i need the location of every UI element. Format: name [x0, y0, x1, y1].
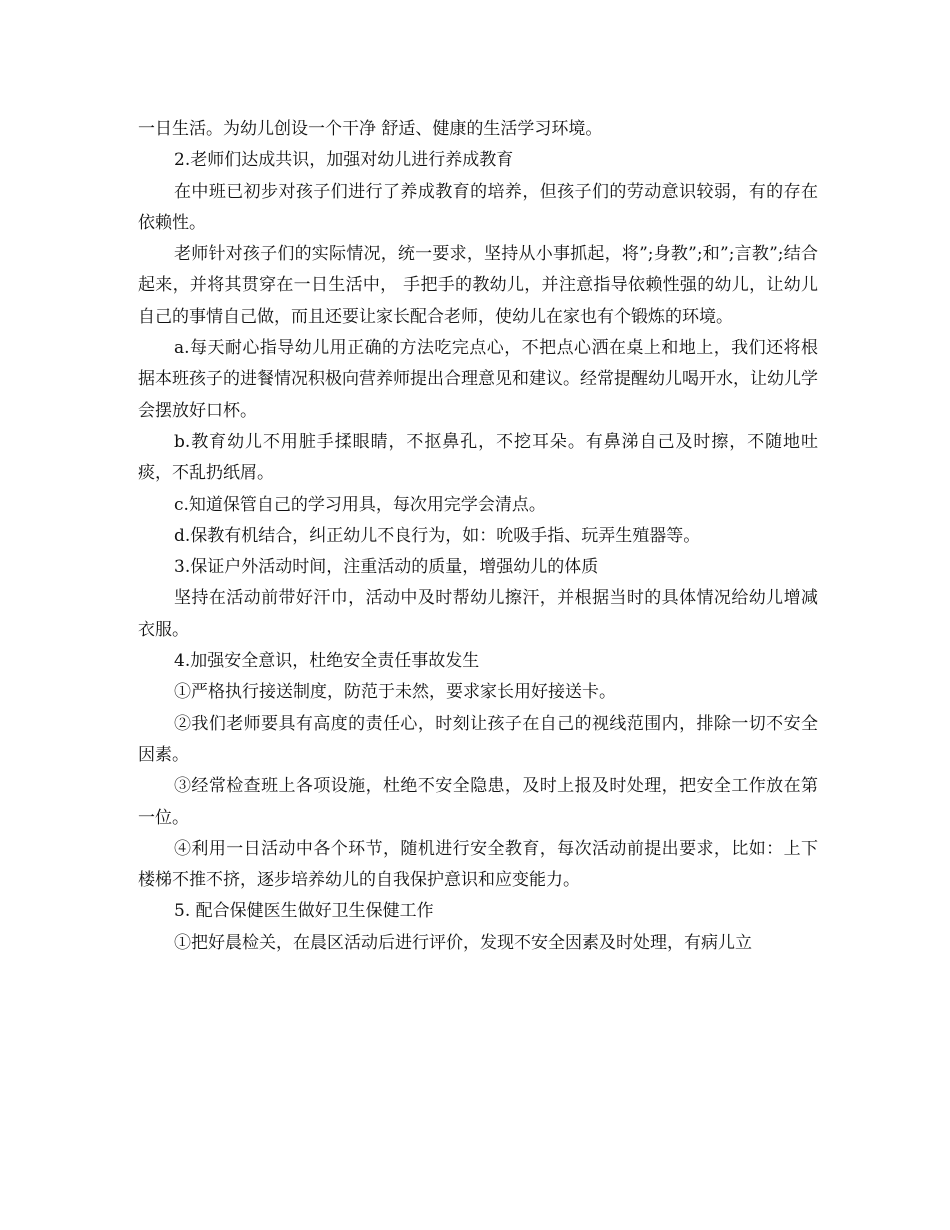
- list-item: ②我们老师要具有高度的责任心，时刻让孩子在自己的视线范围内，排除一切不安全因素。: [138, 713, 818, 765]
- paragraph: 一日生活。为幼儿创设一个干净 舒适、健康的生活学习环境。: [138, 119, 603, 139]
- list-item: ③经常检查班上各项设施，杜绝不安全隐患，及时上报及时处理，把安全工作放在第一位。: [138, 776, 818, 828]
- paragraph: 老师针对孩子们的实际情况，统一要求，坚持从小事抓起，将”;身教”;和”;言教”;结合起来，并将其贯穿在一日生活中， 手把手的教幼儿，并注意指导依赖性强的幼儿，让幼儿自己的事情自己做，而且还要让家长配合老师，使幼儿在家也有个锻炼的环境。: [138, 244, 818, 327]
- section-heading: 5. 配合保健医生做好卫生保健工作: [174, 901, 434, 922]
- list-item: c.知道保管自己的学习用具，每次用完学会清点。: [174, 494, 546, 515]
- list-item: b.教育幼儿不用脏手揉眼睛，不抠鼻孔，不挖耳朵。有鼻涕自己及时擦，不随地吐痰，不乱扔纸屑。: [138, 431, 818, 484]
- list-item: ④利用一日活动中各个环节，随机进行安全教育，每次活动前提出要求，比如：上下楼梯不推不挤，逐步培养幼儿的自我保护意识和应变能力。: [138, 838, 818, 891]
- paragraph: 在中班已初步对孩子们进行了养成教育的培养，但孩子们的劳动意识较弱，有的存在依赖性。: [138, 181, 818, 233]
- list-item: a.每天耐心指导幼儿用正确的方法吃完点心，不把点心洒在桌上和地上，我们还将根据本班孩子的进餐情况积极向营养师提出合理意见和建议。经常提醒幼儿喝开水，让幼儿学会摆放好口杯。: [138, 338, 818, 421]
- list-item: d.保教有机结合，纠正幼儿不良行为，如：吮吸手指、玩弄生殖器等。: [174, 525, 701, 546]
- list-item: ①严格执行接送制度，防范于未然，要求家长用好接送卡。: [174, 682, 616, 703]
- section-heading: 2.老师们达成共识，加强对幼儿进行养成教育: [174, 150, 514, 171]
- section-heading: 3.保证户外活动时间，注重活动的质量，增强幼儿的体质: [174, 557, 599, 578]
- section-heading: 4.加强安全意识，杜绝安全责任事故发生: [174, 651, 480, 672]
- list-item: ①把好晨检关，在晨区活动后进行评价，发现不安全因素及时处理，有病儿立: [174, 932, 752, 953]
- document-body: [138, 114, 818, 959]
- paragraph: 坚持在活动前带好汗巾，活动中及时帮幼儿擦汗，并根据当时的具体情况给幼儿增减衣服。: [138, 588, 818, 640]
